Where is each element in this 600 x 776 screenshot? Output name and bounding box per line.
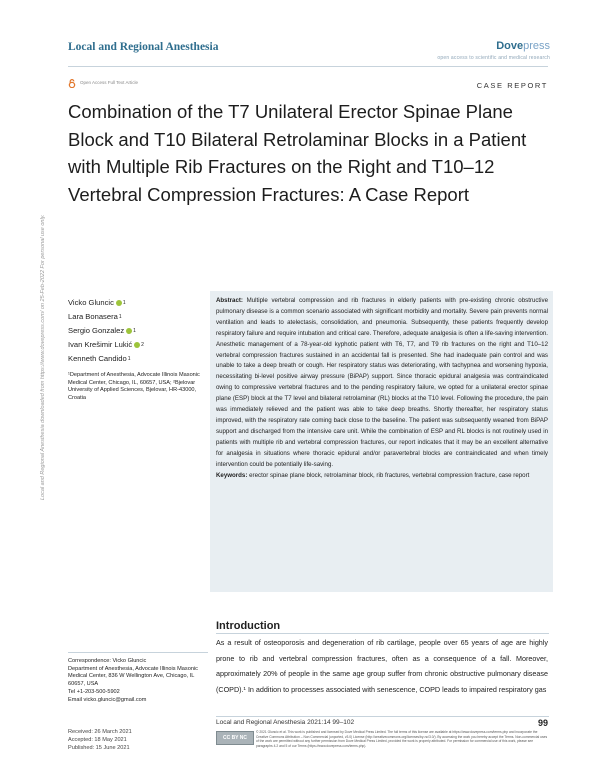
footer-divider bbox=[216, 716, 549, 717]
author bbox=[68, 310, 144, 324]
article-title: Combination of the T7 Unilateral Erector Spinae Plane Block and T10 Bilateral Retrolaminar Blocks in a Patient with Multiple Rib Fractures on the Right and T10–12 Vertebral Compression Fractures: A Case Report bbox=[68, 101, 527, 205]
author-name: Sergio Gonzalez bbox=[68, 326, 125, 335]
abstract-text: Multiple vertebral compression and rib fractures in elderly patients with pre-existing chronic obstructive pulmonary disease is a common scenario associated with significant morbidity and mortality. Severe pain prevents normal ventilation and leads to atelectasis, consolidation, and pneumonia. Subsequently, these patients frequently develop respiratory failure and require intubation and critical care. Therefore, adequate analgesia is often a life-saving intervention. Anesthetic management of a 78-year-old kyphotic patient with T6, T7, and T9 rib fractures on the right and T10–12 vertebral compression fractures sustained in an accidental fall is presented. She had inadequate pain control and was unable to take a deep breath or cough. Her respiratory status was deteriorating, with tachypnea and worsening hypoxia, necessitating bi-level positive airway pressure (BiPAP) support. Since thoracic epidural analgesia was contraindicated owing to compressive vertebral fractures and to the pending respiratory failure, we opted for a unilateral erector spinae plane (ESP) block at the T7 level and bilateral retrolaminar (RL) blocks at the T10 level. Following the procedure, the pain was immediately relieved and the patient was able to take deep breaths. Shortly thereafter, her respiratory status improved, with the respiratory rate coming back close to the baseline. The patient was subsequently weaned from BiPAP support and discharged from the intensive care unit. While the combination of ESP and RL blocks is not routinely used in patients with multiple rib and vertebral compression fractures, our report indicates that it may be an excellent alternative for analgesia in situations where thoracic epidural and/or paravertebral blocks are contraindicated and when timely intervention could be potentially life-saving. bbox=[216, 297, 548, 468]
journal-citation: Local and Regional Anesthesia 2021:14 99–102 bbox=[216, 719, 355, 726]
author-affiliation-mark: 1 bbox=[133, 328, 136, 334]
received-date: Received: 26 March 2021 bbox=[68, 729, 132, 735]
author-name: Lara Bonasera bbox=[68, 312, 118, 321]
keywords: erector spinae plane block, retrolaminar block, rib fractures, vertebral compression fracture, case report bbox=[249, 471, 530, 479]
journal-name: Local and Regional Anesthesia bbox=[68, 41, 219, 53]
keywords-label: Keywords: bbox=[216, 471, 248, 479]
author bbox=[68, 324, 144, 338]
author-name: Vicko Gluncic bbox=[68, 298, 114, 307]
accepted-date: Accepted: 18 May 2021 bbox=[68, 736, 127, 743]
introduction-text: As a result of osteoporosis and degeneration of rib cartilage, people over 65 years of age are highly prone to rib and vertebral compression fractures, often as a consequence of a fall. Moreover, approximately 20% of people in the same age group suffer from chronic obstructive pulmonary disease (COPD).¹ In addition to processes associated with senescence, COPD leads to impaired respiratory gas bbox=[216, 638, 548, 694]
cc-license-icon[interactable]: CC BY NC bbox=[216, 731, 254, 745]
author-affiliation-mark: 1 bbox=[122, 300, 126, 306]
orcid-icon[interactable] bbox=[134, 342, 140, 348]
orcid-icon[interactable] bbox=[116, 300, 122, 306]
affiliations: ¹Department of Anesthesia, Advocate Illinois Masonic Medical Center, Chicago, IL, 60657, USA; ²Bjelovar University of Applied Sciences, Bjelovar, HR-43000, Croatia bbox=[68, 372, 200, 402]
correspondence-line: Department of Anesthesia, Advocate Illinois Masonic Medical Center, 836 W Wellington Ave, Chicago, IL 60657, USA bbox=[68, 665, 198, 688]
abstract-label: Abstract: bbox=[216, 297, 243, 304]
section-heading: Introduction bbox=[216, 620, 281, 632]
publisher-logo bbox=[496, 40, 550, 52]
correspondence bbox=[68, 658, 208, 704]
correspondence-line: Tel +1-203-500-5902 bbox=[68, 688, 120, 695]
author-list bbox=[68, 296, 144, 366]
article-dates bbox=[68, 729, 132, 752]
brand-name: Dove bbox=[496, 40, 524, 52]
author bbox=[68, 352, 144, 366]
article-type: CASE REPORT bbox=[476, 81, 548, 90]
author bbox=[68, 296, 144, 310]
author-name: Kenneth Candido bbox=[68, 354, 127, 363]
download-notice bbox=[30, 170, 48, 500]
orcid-icon[interactable] bbox=[126, 328, 132, 334]
author-affiliation-mark: 2 bbox=[141, 342, 144, 348]
publisher-tagline: open access to scientific and medical research bbox=[437, 55, 550, 61]
header-divider bbox=[68, 66, 548, 67]
page-number: 99 bbox=[537, 718, 548, 728]
license-text: © 2021 Gluncic et al. This work is published and licensed by Dove Medical Press Limited. The full terms of this license are available at https://www.dovepress.com/terms.php and incorporate the Creative Commons Attribution – Non Commercial (unported, v3.0) License (http://creativecommons.org/licenses/by-nc/3.0/). By accessing the work you hereby accept the Terms. Non-commercial uses of the work are permitted without any further permission from Dove Medical Press Limited, provided the work is properly attributed. For permission for commercial use of this work, please see paragraphs 4.2 and 5 of our Terms (https://www.dovepress.com/terms.php). bbox=[256, 730, 548, 748]
section-divider bbox=[216, 633, 549, 634]
open-access-label: Open Access Full Text Article bbox=[80, 80, 138, 85]
correspondence-email[interactable]: Email vicko.gluncic@gmail.com bbox=[68, 696, 147, 703]
correspondence-line: Correspondence: Vicko Gluncic bbox=[68, 658, 147, 664]
author bbox=[68, 338, 144, 352]
brand-suffix: press bbox=[523, 40, 550, 52]
download-notice-text: Local and Regional Anesthesia downloaded from https://www.dovepress.com/ on 25-Feb-2022 For personal use only. bbox=[40, 214, 46, 500]
author-name: Ivan Krešimir Lukić bbox=[68, 340, 133, 349]
author-affiliation-mark: 1 bbox=[118, 314, 122, 320]
abstract bbox=[216, 296, 548, 481]
author-affiliation-mark: 1 bbox=[127, 356, 131, 362]
open-access-icon bbox=[68, 79, 76, 88]
published-date: Published: 15 June 2021 bbox=[68, 744, 130, 751]
correspondence-divider bbox=[68, 652, 208, 653]
